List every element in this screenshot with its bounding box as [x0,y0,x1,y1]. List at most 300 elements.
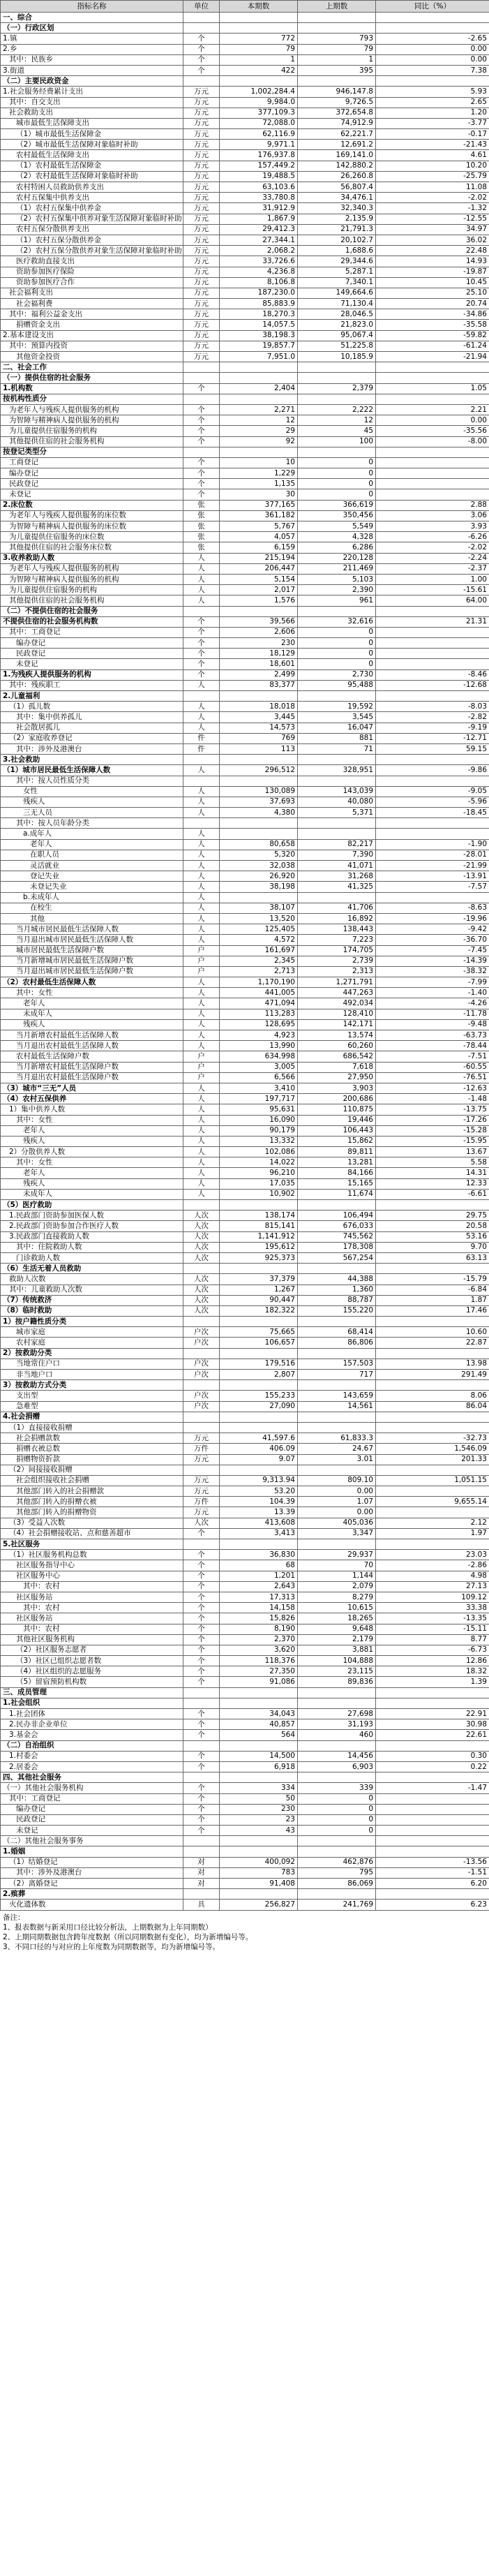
table-row [1,966,489,977]
yoy-cell: 1.20 [376,108,489,118]
previous-value-cell: 13,281 [298,1157,376,1168]
yoy-cell [376,755,489,765]
indicator-name-cell: 编办登记 [1,1804,183,1814]
current-value-cell: 13.39 [220,1507,298,1518]
previous-value-cell [298,1772,376,1783]
table-row [1,892,489,903]
yoy-cell: -13.35 [376,1613,489,1624]
yoy-cell: -35.56 [376,426,489,436]
previous-value-cell: 0 [298,1793,376,1804]
current-value-cell: 40,857 [220,1719,298,1730]
current-value-cell: 38,107 [220,903,298,913]
yoy-cell: -1.48 [376,1094,489,1104]
unit-cell: 人 [183,1019,220,1030]
yoy-cell: 4.61 [376,150,489,161]
yoy-cell: 1.00 [376,574,489,584]
unit-cell [183,76,220,87]
current-value-cell: 9,984.0 [220,97,298,108]
yoy-cell: 36.02 [376,235,489,245]
yoy-cell [376,1380,489,1391]
table-row [1,1242,489,1252]
unit-cell: 个 [183,1571,220,1581]
previous-value-cell: 31,268 [298,871,376,882]
previous-value-cell [298,13,376,23]
previous-value-cell [298,829,376,839]
yoy-cell: -25.79 [376,171,489,182]
table-row [1,1603,489,1613]
table-row [1,500,489,510]
current-value-cell: 63,103.6 [220,182,298,193]
indicator-name-cell: 为老年人与残疾人提供服务的机构 [1,404,183,415]
table-row [1,1836,489,1846]
previous-value-cell: 745,562 [298,1231,376,1242]
previous-value-cell: 44,388 [298,1274,376,1285]
previous-value-cell: 4,328 [298,532,376,542]
indicator-name-cell: 登记失业 [1,871,183,882]
indicator-name-cell: （1）孤儿数 [1,702,183,712]
yoy-cell: -9.48 [376,1019,489,1030]
unit-cell: 人 [183,998,220,1009]
table-row [1,1433,489,1444]
indicator-name-cell: 为智障与精神病人提供服务的床位数 [1,521,183,532]
unit-cell: 人 [183,585,220,595]
unit-cell: 人 [183,935,220,945]
indicator-name-cell: 非当地户口 [1,1370,183,1380]
indicator-name-cell: 2）按救助分类 [1,1348,183,1359]
unit-cell: 个 [183,457,220,468]
previous-value-cell: 7,340.1 [298,277,376,288]
previous-value-cell: 143,659 [298,1391,376,1401]
yoy-cell: 25.10 [376,288,489,298]
current-value-cell: 10 [220,457,298,468]
yoy-cell: -19.96 [376,913,489,924]
unit-cell: 人 [183,977,220,988]
indicator-name-cell: （1）社区服务机构总数 [1,1550,183,1560]
unit-cell: 人 [183,1115,220,1125]
current-value-cell: 5,767 [220,521,298,532]
previous-value-cell: 56,807.4 [298,182,376,193]
previous-value-cell: 5,287.1 [298,267,376,277]
yoy-cell [376,606,489,616]
current-value-cell: 925,373 [220,1252,298,1263]
previous-value-cell: 157,503 [298,1359,376,1369]
previous-value-cell: 19,446 [298,1115,376,1125]
table-row [1,882,489,892]
previous-value-cell: 16,047 [298,723,376,733]
indicator-name-cell: 2）分散供养人数 [1,1147,183,1157]
yoy-cell [376,1348,489,1359]
yoy-cell: 0.00 [376,415,489,426]
indicator-name-cell: （3）受益人次数 [1,1518,183,1528]
current-value-cell: 1,576 [220,595,298,606]
yoy-cell: 86.04 [376,1401,489,1412]
table-row [1,426,489,436]
previous-value-cell: 27,698 [298,1709,376,1719]
current-value-cell [220,776,298,786]
unit-cell [183,1740,220,1751]
indicator-name-cell: 社会福利支出 [1,288,183,298]
indicator-name-cell: 农村最低生活保障户数 [1,1051,183,1062]
indicator-name-cell: 3.街道 [1,65,183,75]
previous-value-cell: 138,443 [298,924,376,935]
previous-value-cell: 86,069 [298,1879,376,1889]
current-value-cell: 179,516 [220,1359,298,1369]
table-row [1,489,489,500]
current-value-cell: 413,608 [220,1518,298,1528]
unit-cell: 个 [183,1581,220,1592]
indicator-name-cell: 为儿童提供住宿服务的床位数 [1,532,183,542]
table-row [1,1539,489,1550]
current-value-cell: 27,090 [220,1401,298,1412]
table-row [1,850,489,860]
yoy-cell: -21.94 [376,352,489,362]
yoy-cell: 22.61 [376,1730,489,1740]
previous-value-cell [298,776,376,786]
previous-value-cell: 41,325 [298,882,376,892]
table-row [1,1793,489,1804]
table-row [1,1338,489,1348]
unit-cell: 万元 [183,193,220,203]
indicator-name-cell: 农村特困人员救助供养支出 [1,182,183,193]
current-value-cell: 68 [220,1560,298,1571]
indicator-name-cell: （2）城市最低生活保障对象临时补助 [1,140,183,150]
table-row [1,1147,489,1157]
yoy-cell [376,1412,489,1422]
indicator-name-cell: （1）直接接收捐赠 [1,1422,183,1433]
current-value-cell: 1,201 [220,1571,298,1581]
previous-value-cell: 143,039 [298,786,376,797]
table-row [1,1804,489,1814]
yoy-cell: -2.65 [376,34,489,44]
unit-cell: 个 [183,1550,220,1560]
current-value-cell [220,829,298,839]
unit-cell: 人 [183,574,220,584]
table-row [1,330,489,341]
unit-cell: 万元 [183,246,220,256]
unit-cell: 万元 [183,203,220,214]
indicator-name-cell: （1）农村五保集中供养金 [1,203,183,214]
current-value-cell: 5,154 [220,574,298,584]
indicator-name-cell: 门诊救助人数 [1,1252,183,1263]
current-value-cell: 1,002,284.4 [220,87,298,97]
unit-cell: 人 [183,1125,220,1136]
unit-cell: 个 [183,1709,220,1719]
previous-value-cell: 11,674 [298,1189,376,1199]
current-value-cell: 13,520 [220,913,298,924]
table-row [1,595,489,606]
previous-value-cell: 31,193 [298,1719,376,1730]
unit-cell: 户次 [183,1391,220,1401]
unit-cell [183,394,220,404]
yoy-cell: -12.63 [376,1083,489,1093]
table-row [1,903,489,913]
current-value-cell: 187,230.0 [220,288,298,298]
indicator-name-cell: 编办登记 [1,468,183,479]
yoy-cell: 33.38 [376,1603,489,1613]
table-row [1,415,489,426]
previous-value-cell: 10,185.9 [298,352,376,362]
table-row [1,1645,489,1655]
yoy-cell [376,659,489,669]
current-value-cell: 195,612 [220,1242,298,1252]
yoy-cell: -3.77 [376,118,489,128]
previous-value-cell: 142,880.2 [298,161,376,171]
current-value-cell: 377,165 [220,500,298,510]
previous-value-cell: 8,279 [298,1592,376,1602]
table-row [1,352,489,362]
table-body [1,13,489,1911]
yoy-cell [376,23,489,34]
table-row [1,1550,489,1560]
unit-cell: 户 [183,1072,220,1083]
table-row [1,797,489,807]
unit-cell: 人 [183,797,220,807]
unit-cell: 户次 [183,1401,220,1412]
previous-value-cell: 946,147.8 [298,87,376,97]
indicator-name-cell: 其中：女性 [1,1157,183,1168]
unit-cell: 个 [183,44,220,54]
indicator-name-cell: （2）农村五保分散供养对象生活保障对象临时补助 [1,246,183,256]
unit-cell: 个 [183,489,220,500]
table-row [1,871,489,882]
current-value-cell [220,1846,298,1857]
current-value-cell: 2,345 [220,956,298,966]
yoy-cell [376,649,489,659]
previous-value-cell [298,1740,376,1751]
indicator-name-cell: 当月新增城市居民最低生活保障户数 [1,956,183,966]
previous-value-cell: 86,806 [298,1338,376,1348]
unit-cell: 人次 [183,1221,220,1231]
yoy-cell: 30.98 [376,1719,489,1730]
indicator-name-cell: 其他部门转入的社会捐赠款 [1,1486,183,1497]
indicator-name-cell: 1）按户籍性质分类 [1,1317,183,1327]
previous-value-cell: 2,390 [298,585,376,595]
unit-cell: 人 [183,553,220,563]
current-value-cell: 80,658 [220,839,298,850]
current-value-cell: 5,320 [220,850,298,860]
indicator-name-cell: 其中：按人员性质分类 [1,776,183,786]
indicator-name-cell: 残疾人 [1,1136,183,1146]
unit-cell [183,1539,220,1550]
current-value-cell [220,447,298,457]
current-value-cell: 113 [220,743,298,754]
unit-cell: 人次 [183,1252,220,1263]
current-value-cell: 18,270.3 [220,309,298,320]
current-value-cell: 36,830 [220,1550,298,1560]
indicator-name-cell: 农村五保集中供养支出 [1,193,183,203]
current-value-cell: 39,566 [220,616,298,627]
table-row [1,65,489,75]
yoy-cell [376,627,489,637]
indicator-name-cell: 其他 [1,913,183,924]
indicator-name-cell: 急难型 [1,1401,183,1412]
indicator-name-cell: 残疾人 [1,1178,183,1189]
unit-cell: 万元 [183,214,220,224]
table-row [1,680,489,690]
yoy-cell [376,1772,489,1783]
table-row [1,87,489,97]
unit-cell [183,818,220,829]
table-row [1,1211,489,1221]
current-value-cell: 14,158 [220,1603,298,1613]
yoy-cell: 10.45 [376,277,489,288]
indicator-name-cell: 民政登记 [1,479,183,489]
indicator-name-cell: 1.民政部门资助参加医保人数 [1,1211,183,1221]
current-value-cell: 9.07 [220,1454,298,1465]
unit-cell: 人次 [183,1242,220,1252]
indicator-name-cell: 其中：农村 [1,1624,183,1634]
indicator-name-cell: （4）农村五保供养 [1,1094,183,1104]
yoy-cell: 9,655.14 [376,1497,489,1507]
table-row [1,1231,489,1242]
current-value-cell: 41,597.6 [220,1433,298,1444]
table-row [1,1327,489,1338]
indicator-name-cell: 2.床位数 [1,500,183,510]
indicator-name-cell: （2）家庭收养登记 [1,733,183,743]
previous-value-cell [298,818,376,829]
table-row [1,1380,489,1391]
table-row [1,1125,489,1136]
yoy-cell: 0.22 [376,1761,489,1772]
current-value-cell: 62,116.9 [220,129,298,140]
yoy-cell [376,394,489,404]
previous-value-cell: 61,833.3 [298,1433,376,1444]
unit-cell [183,1264,220,1274]
indicator-name-cell: 残疾人 [1,1019,183,1030]
table-row [1,553,489,563]
indicator-name-cell: 三无人员 [1,808,183,818]
indicator-name-cell: 社会捐赠款数 [1,1433,183,1444]
current-value-cell [220,1422,298,1433]
yoy-cell: 7.38 [376,65,489,75]
current-value-cell [220,1889,298,1900]
indicator-name-cell: 2.居委会 [1,1761,183,1772]
yoy-cell: 34.97 [376,224,489,235]
indicator-name-cell: （2）农村最低生活保障人数 [1,977,183,988]
yoy-cell [376,1836,489,1846]
yoy-cell: -7.45 [376,945,489,956]
unit-cell: 万元 [183,182,220,193]
indicator-name-cell: 其中：自交支出 [1,97,183,108]
table-row [1,1454,489,1465]
unit-cell: 人 [183,1157,220,1168]
current-value-cell: 230 [220,638,298,649]
unit-cell: 个 [183,383,220,394]
unit-cell: 万件 [183,1444,220,1454]
yoy-cell: -9.42 [376,924,489,935]
yoy-cell [376,1317,489,1327]
indicator-name-cell: 1.婚姻 [1,1846,183,1857]
indicator-name-cell: （5）医疗救助 [1,1200,183,1211]
table-row [1,299,489,309]
yoy-cell: 109.12 [376,1592,489,1602]
table-row [1,118,489,128]
current-value-cell: 1,170,190 [220,977,298,988]
unit-cell: 人 [183,808,220,818]
current-value-cell: 16,090 [220,1115,298,1125]
indicator-name-cell: （一）提供住宿的社会服务 [1,373,183,383]
indicator-name-cell: （二）自治组织 [1,1740,183,1751]
yoy-cell [376,76,489,87]
table-row [1,1168,489,1178]
yoy-cell: 21.31 [376,616,489,627]
header-current-period: 本期数 [220,1,298,13]
previous-value-cell: 5,103 [298,574,376,584]
previous-value-cell: 84,166 [298,1168,376,1178]
table-row [1,193,489,203]
unit-cell: 个 [183,1761,220,1772]
previous-value-cell: 26,260.8 [298,171,376,182]
previous-value-cell: 15,165 [298,1178,376,1189]
previous-value-cell [298,1889,376,1900]
previous-value-cell: 41,071 [298,861,376,871]
table-row [1,542,489,553]
yoy-cell: -2.37 [376,563,489,574]
unit-cell: 人 [183,702,220,712]
unit-cell: 个 [183,1560,220,1571]
yoy-cell: -59.82 [376,330,489,341]
yoy-cell: -2.02 [376,193,489,203]
current-value-cell [220,1264,298,1274]
previous-value-cell [298,23,376,34]
current-value-cell: 2,017 [220,585,298,595]
table-row [1,1846,489,1857]
table-row [1,320,489,330]
unit-cell: 对 [183,1857,220,1867]
yoy-cell: -9.19 [376,723,489,733]
previous-value-cell: 717 [298,1370,376,1380]
previous-value-cell: 676,033 [298,1221,376,1231]
indicator-name-cell: （2）农村最低生活保障对象临时补助 [1,171,183,182]
yoy-cell: 22.87 [376,1338,489,1348]
previous-value-cell: 2,730 [298,669,376,680]
unit-cell: 人 [183,850,220,860]
unit-cell [183,1687,220,1698]
current-value-cell [220,362,298,373]
unit-cell: 人 [183,988,220,998]
previous-value-cell: 0 [298,638,376,649]
previous-value-cell: 0.00 [298,1486,376,1497]
previous-value-cell: 2,739 [298,956,376,966]
unit-cell: 人次 [183,1295,220,1305]
table-row [1,808,489,818]
table-row [1,256,489,267]
unit-cell: 人 [183,903,220,913]
unit-cell: 万元 [183,256,220,267]
unit-cell: 个 [183,1814,220,1825]
unit-cell: 个 [183,659,220,669]
yoy-cell: 20.58 [376,1221,489,1231]
table-row [1,235,489,245]
table-row [1,1740,489,1751]
table-row [1,1656,489,1666]
current-value-cell: 2,068.2 [220,246,298,256]
yoy-cell: 53.16 [376,1231,489,1242]
yoy-cell [376,691,489,702]
indicator-name-cell: 2.殡葬 [1,1889,183,1900]
table-row [1,214,489,224]
previous-value-cell [298,1380,376,1391]
yoy-cell: -12.68 [376,680,489,690]
table-row [1,394,489,404]
yoy-cell: 20.74 [376,299,489,309]
current-value-cell [220,691,298,702]
current-value-cell: 92 [220,436,298,447]
previous-value-cell: 23,115 [298,1666,376,1677]
current-value-cell: 176,937.8 [220,150,298,161]
unit-cell: 个 [183,1528,220,1539]
unit-cell: 人 [183,680,220,690]
